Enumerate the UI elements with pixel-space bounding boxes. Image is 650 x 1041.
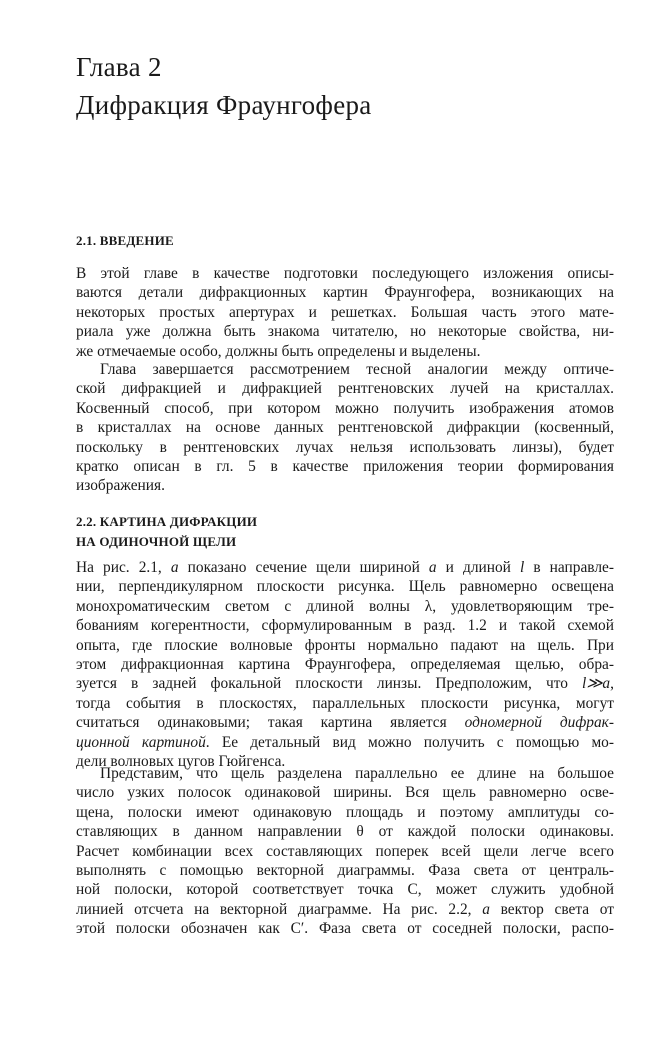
text-line: же отмечаемые особо, должны быть определены и выделены. [76, 342, 481, 360]
text-line: кратко описан в гл. 5 в качестве приложения теории формирования [76, 457, 614, 475]
paragraph-slit-2 [76, 764, 614, 939]
text-line: Расчет комбинации всех составляющих поперек всей щели легче всего [76, 842, 614, 860]
text-line: риала уже должна быть знакома читателю, но некоторые свойства, ни- [76, 323, 614, 341]
text-line: Глава завершается рассмотрением тесной аналогии между оптиче- [100, 361, 614, 378]
chapter-number: Глава 2 [76, 52, 162, 82]
chapter-title: Дифракция Фраунгофера [76, 90, 372, 120]
text-line: изображения. [76, 477, 165, 495]
text-line: щена, полоски имеют одинаковую площадь и поэтому амплитуды со- [76, 803, 614, 821]
text-line: зуется в задней фокальной плоскости линзы. Предположим, что l≫a, [76, 675, 614, 693]
text-line: некоторых простых апертурах и решетках. Большая часть этого мате- [76, 303, 614, 321]
text-line: монохроматическим светом с длиной волны λ, удовлетворяющим тре- [76, 597, 614, 615]
paragraph-slit-1 [76, 558, 614, 771]
text-line: нии, перпендикулярном плоскости рисунка. Щель равномерно освещена [76, 578, 614, 596]
text-line: этой полоски обозначен как C′. Фаза света от соседней полоски, распо- [76, 920, 614, 938]
text-line: опыта, где плоские волновые фронты нормально падают на щель. При [76, 636, 614, 654]
paragraph-intro-2 [76, 360, 614, 496]
section-heading-line: НА ОДИНОЧНОЙ ЩЕЛИ [76, 534, 237, 549]
text-line: поскольку в рентгеновских лучах нельзя использовать линзы), будет [76, 438, 614, 456]
section-heading-introduction: 2.1. ВВЕДЕНИЕ [76, 233, 174, 248]
text-line: этом дифракционная картина Фраунгофера, определяемая щелью, обра- [76, 655, 614, 673]
text-line: Косвенный способ, при котором можно получить изображения атомов [76, 399, 614, 417]
text-line: бованиям когерентности, сформулированным в разд. 1.2 и такой схемой [76, 617, 614, 635]
text-line: число узких полосок одинаковой ширины. Вся щель равномерно осве- [76, 784, 614, 802]
text-line: выполнять с помощью векторной диаграммы. Фаза света от централь- [76, 861, 614, 879]
text-line: Представим, что щель разделена параллельно ее длине на большое [100, 765, 614, 782]
paragraph-intro-1 [76, 264, 614, 361]
text-line: ской дифракцией и дифракцией рентгеновских лучей на кристаллах. [76, 380, 614, 398]
text-line: На рис. 2.1, a показано сечение щели шириной a и длиной l в направле- [76, 559, 615, 576]
text-line: в кристаллах на основе данных рентгеновской дифракции (косвенный, [76, 419, 614, 437]
text-line: дели волновых цугов Гюйгенса. [76, 752, 286, 770]
text-line: тогда события в плоскостях, параллельных плоскости рисунка, могут [76, 694, 614, 712]
text-line: ционной картиной. Ее детальный вид можно получить с помощью мо- [76, 733, 614, 751]
text-line: ной полоски, которой соответствует точка C, может служить удобной [76, 881, 614, 899]
text-line: ставляющих в данном направлении θ от каждой полоски одинаковы. [76, 823, 614, 841]
text-line: ваются детали дифракционных картин Фраунгофера, возникающих на [76, 284, 614, 302]
text-line: считаться одинаковыми; такая картина является одномерной дифрак- [76, 714, 614, 732]
text-line: В этой главе в качестве подготовки последующего изложения описы- [76, 265, 614, 282]
section-heading-single-slit [76, 512, 257, 552]
section-heading-line: 2.2. КАРТИНА ДИФРАКЦИИ [76, 514, 258, 529]
text-line: линией отсчета на векторной диаграмме. На рис. 2.2, a вектор света от [76, 900, 614, 918]
